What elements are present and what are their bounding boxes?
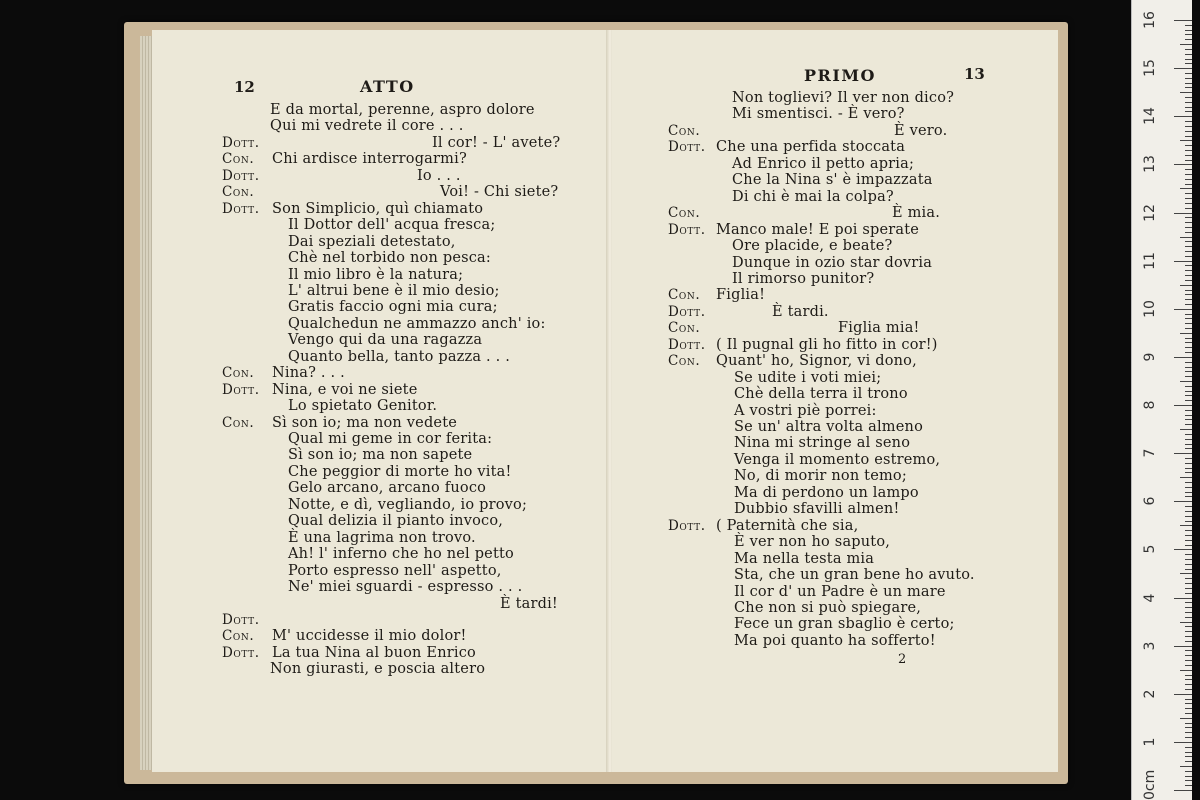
ruler-tick: [1185, 458, 1192, 459]
ruler-tick: [1185, 169, 1192, 170]
ruler-tick: [1180, 140, 1192, 141]
ruler-tick: [1174, 453, 1192, 454]
ruler-tick: [1185, 607, 1192, 608]
ruler-tick: [1185, 780, 1192, 781]
verse-line: Sì son io; ma non sapete: [288, 447, 473, 464]
ruler-tick: [1185, 636, 1192, 637]
verse-line: Il mio libro è la natura;: [288, 266, 464, 283]
ruler-label: 7: [1142, 448, 1158, 458]
ruler-tick: [1185, 439, 1192, 440]
ruler-tick: [1185, 256, 1192, 257]
ruler-tick: [1185, 655, 1192, 656]
verse-line: È mia.: [892, 205, 941, 222]
ruler-tick: [1174, 549, 1192, 550]
verse-line: Il Dottor dell' acqua fresca;: [288, 217, 496, 234]
verse-line: Gratis faccio ogni mia cura;: [288, 299, 498, 316]
ruler-tick: [1174, 598, 1192, 599]
ruler-tick: [1185, 299, 1192, 300]
ruler-label: 6: [1142, 496, 1158, 506]
ruler-tick: [1185, 352, 1192, 353]
ruler-tick: [1185, 665, 1192, 666]
verse-line: Ah! l' inferno che ho nel petto: [288, 546, 514, 563]
verse-line: È ver non ho saputo,: [734, 534, 891, 551]
verse-line: Io . . .: [417, 167, 461, 184]
ruler-tick: [1185, 660, 1192, 661]
verse-line: Il rimorso punitor?: [732, 270, 875, 287]
verse-line: ( Paternità che sia,: [716, 517, 859, 534]
ruler-tick: [1185, 34, 1192, 35]
verse-line: Venga il momento estremo,: [734, 451, 941, 468]
verse-line: Ma nella testa mia: [734, 550, 875, 567]
ruler-label: 2: [1142, 689, 1158, 699]
ruler-tick: [1180, 718, 1192, 719]
ruler-tick: [1185, 699, 1192, 700]
ruler-tick: [1185, 63, 1192, 64]
speaker-label: Dott.: [668, 139, 706, 156]
ruler-tick: [1185, 184, 1192, 185]
verse-line: Ore placide, e beate?: [732, 238, 893, 255]
speaker-label: Dott.: [668, 517, 706, 534]
speaker-label: Con.: [222, 628, 255, 645]
ruler-tick: [1185, 275, 1192, 276]
ruler-tick: [1185, 400, 1192, 401]
ruler-tick: [1185, 602, 1192, 603]
ruler-label: 1: [1142, 737, 1158, 747]
ruler-tick: [1185, 232, 1192, 233]
ruler-tick: [1185, 30, 1192, 31]
verse-line: È vero.: [894, 122, 948, 139]
ruler-tick: [1185, 246, 1192, 247]
ruler-tick: [1185, 679, 1192, 680]
ruler-tick: [1185, 727, 1192, 728]
ruler-tick: [1180, 188, 1192, 189]
verse-line: Che una perfida stoccata: [716, 139, 906, 156]
verse-line: Chè nel torbido non pesca:: [288, 250, 491, 267]
ruler-tick: [1185, 270, 1192, 271]
speaker-label: Dott.: [222, 167, 260, 184]
right-page-number: 13: [964, 65, 985, 83]
verse-line: Chè della terra il trono: [734, 386, 908, 403]
verse-line: Son Simplicio, quì chiamato: [272, 200, 484, 217]
right-running-header: PRIMO: [804, 66, 876, 85]
ruler-tick: [1185, 511, 1192, 512]
speaker-label: Dott.: [668, 336, 706, 353]
ruler-tick: [1174, 357, 1192, 358]
ruler-tick: [1185, 347, 1192, 348]
ruler-label: 9: [1142, 352, 1158, 362]
speaker-label: Dott.: [222, 134, 260, 151]
ruler-tick: [1174, 68, 1192, 69]
verse-line: Di chi è mai la colpa?: [732, 188, 894, 205]
ruler-tick: [1185, 121, 1192, 122]
ruler-tick: [1180, 285, 1192, 286]
ruler-tick: [1185, 391, 1192, 392]
ruler-tick: [1185, 217, 1192, 218]
ruler-tick: [1185, 713, 1192, 714]
ruler-label: 10: [1142, 299, 1158, 318]
ruler-tick: [1180, 333, 1192, 334]
ruler-label: 11: [1142, 251, 1158, 270]
ruler-tick: [1174, 116, 1192, 117]
speaker-label: Con.: [668, 287, 701, 304]
ruler-tick: [1185, 756, 1192, 757]
ruler-label: 8: [1142, 400, 1158, 410]
ruler-tick: [1185, 376, 1192, 377]
ruler-tick: [1185, 521, 1192, 522]
left-running-header: ATTO: [360, 77, 415, 96]
ruler-tick: [1185, 723, 1192, 724]
ruler-tick: [1185, 410, 1192, 411]
ruler-tick: [1185, 241, 1192, 242]
verse-line: Se un' altra volta almeno: [734, 419, 924, 435]
ruler-tick: [1185, 39, 1192, 40]
ruler-tick: [1185, 342, 1192, 343]
ruler-tick: [1185, 496, 1192, 497]
left-page: [152, 30, 609, 772]
ruler-label: 14: [1142, 107, 1158, 126]
verse-line: ( Il pugnal gli ho fitto in cor!): [716, 336, 938, 353]
speaker-label: Con.: [222, 365, 255, 382]
ruler-label: 12: [1142, 203, 1158, 222]
ruler-tick: [1185, 280, 1192, 281]
verse-line: Vengo qui da una ragazza: [288, 332, 483, 349]
ruler-tick: [1185, 49, 1192, 50]
measuring-ruler: [1131, 0, 1192, 800]
signature-mark: 2: [898, 652, 907, 667]
verse-line: Quant' ho, Signor, vi dono,: [716, 353, 917, 370]
verse-line: Figlia!: [716, 287, 766, 304]
ruler-tick: [1185, 448, 1192, 449]
ruler-tick: [1185, 675, 1192, 676]
ruler-tick: [1185, 203, 1192, 204]
ruler-label: 5: [1142, 544, 1158, 554]
ruler-tick: [1185, 107, 1192, 108]
speaker-label: Con.: [668, 205, 701, 222]
ruler-tick: [1185, 87, 1192, 88]
ruler-tick: [1185, 227, 1192, 228]
ruler-tick: [1185, 294, 1192, 295]
verse-line: Il cor! - L' avete?: [432, 134, 561, 151]
verse-line: Non toglievi? Il ver non dico?: [732, 90, 955, 106]
ruler-tick: [1185, 395, 1192, 396]
ruler-tick: [1185, 564, 1192, 565]
ruler-tick: [1185, 102, 1192, 103]
speaker-label: Dott.: [668, 303, 706, 320]
ruler-tick: [1185, 472, 1192, 473]
ruler-tick: [1185, 150, 1192, 151]
ruler-tick: [1185, 545, 1192, 546]
ruler-tick: [1185, 535, 1192, 536]
ruler-tick: [1185, 73, 1192, 74]
speaker-label: Dott.: [222, 644, 260, 661]
ruler-tick: [1185, 179, 1192, 180]
verse-line: Dai speziali detestato,: [288, 233, 456, 250]
verse-line: L' altrui bene è il mio desio;: [288, 282, 500, 299]
ruler-tick: [1185, 265, 1192, 266]
ruler-tick: [1185, 362, 1192, 363]
ruler-tick: [1185, 487, 1192, 488]
ruler-tick: [1185, 434, 1192, 435]
verse-line: Il cor d' un Padre è un mare: [734, 583, 946, 600]
verse-line: Se udite i voti miei;: [734, 369, 882, 386]
verse-line: Ma poi quanto ha sofferto!: [734, 632, 936, 649]
ruler-tick: [1185, 752, 1192, 753]
ruler-tick: [1185, 626, 1192, 627]
ruler-tick: [1185, 314, 1192, 315]
ruler-tick: [1180, 573, 1192, 574]
verse-line: Gelo arcano, arcano fuoco: [288, 480, 487, 497]
ruler-tick: [1185, 54, 1192, 55]
ruler-label: 3: [1142, 641, 1158, 651]
ruler-tick: [1185, 530, 1192, 531]
ruler-tick: [1185, 703, 1192, 704]
ruler-label: 13: [1142, 155, 1158, 174]
ruler-tick: [1185, 145, 1192, 146]
ruler-tick: [1185, 444, 1192, 445]
ruler-tick: [1185, 155, 1192, 156]
ruler-tick: [1185, 25, 1192, 26]
ruler-tick: [1185, 506, 1192, 507]
ruler-tick: [1185, 463, 1192, 464]
verse-line: Dubbio sfavilli almen!: [734, 501, 900, 518]
speaker-label: Con.: [222, 414, 255, 431]
ruler-label: 15: [1142, 59, 1158, 78]
verse-line: Che non si può spiegare,: [734, 599, 922, 616]
ruler-tick: [1185, 83, 1192, 84]
ruler-tick: [1174, 501, 1192, 502]
left-page-number: 12: [234, 78, 255, 96]
verse-line: Sta, che un gran bene ho avuto.: [734, 567, 975, 584]
ruler-tick: [1185, 650, 1192, 651]
verse-line: Quanto bella, tanto pazza . . .: [288, 348, 511, 365]
ruler-tick: [1180, 92, 1192, 93]
verse-line: Voi! - Chi siete?: [440, 184, 559, 201]
ruler-tick: [1185, 482, 1192, 483]
verse-line: Ad Enrico il petto apria;: [732, 155, 915, 172]
ruler-tick: [1185, 689, 1192, 690]
verse-line: La tua Nina al buon Enrico: [272, 644, 476, 661]
ruler-tick: [1185, 318, 1192, 319]
speaker-label: Dott.: [668, 221, 706, 238]
ruler-tick: [1185, 97, 1192, 98]
ruler-tick: [1174, 694, 1192, 695]
ruler-tick: [1185, 583, 1192, 584]
ruler-tick: [1185, 367, 1192, 368]
ruler-tick: [1185, 684, 1192, 685]
ruler-tick: [1185, 747, 1192, 748]
ruler-tick: [1185, 338, 1192, 339]
ruler-tick: [1180, 525, 1192, 526]
ruler-tick: [1180, 622, 1192, 623]
ruler-tick: [1185, 708, 1192, 709]
verse-line: Nina, e voi ne siete: [272, 381, 418, 398]
ruler-tick: [1180, 766, 1192, 767]
ruler-tick: [1185, 59, 1192, 60]
verse-line: M' uccidesse il mio dolor!: [272, 628, 467, 645]
verse-line: Qual delizia il pianto invoco,: [288, 513, 504, 530]
ruler-tick: [1185, 290, 1192, 291]
ruler-tick: [1185, 761, 1192, 762]
ruler-tick: [1174, 405, 1192, 406]
verse-line: Nina mi stringe al seno: [734, 435, 911, 452]
ruler-tick: [1185, 776, 1192, 777]
verse-line: Qual mi geme in cor ferita:: [288, 431, 493, 447]
ruler-tick: [1174, 164, 1192, 165]
ruler-tick: [1185, 593, 1192, 594]
ruler-tick: [1174, 309, 1192, 310]
verse-line: Notte, e dì, vegliando, io provo;: [288, 496, 528, 513]
ruler-tick: [1185, 419, 1192, 420]
ruler-tick: [1185, 328, 1192, 329]
ruler-tick: [1180, 477, 1192, 478]
ruler-tick: [1185, 559, 1192, 560]
verse-line: Qualchedun ne ammazzo anch' io:: [288, 315, 546, 332]
verse-line: È una lagrima non trovo.: [288, 529, 476, 546]
speaker-label: Dott.: [222, 381, 260, 398]
ruler-tick: [1185, 174, 1192, 175]
ruler-label: 4: [1142, 593, 1158, 602]
ruler-tick: [1185, 424, 1192, 425]
ruler-tick: [1185, 785, 1192, 786]
ruler-tick: [1185, 386, 1192, 387]
ruler-tick: [1174, 20, 1192, 21]
ruler-tick: [1185, 323, 1192, 324]
ruler-tick: [1180, 237, 1192, 238]
ruler-tick: [1185, 222, 1192, 223]
ruler-tick: [1185, 193, 1192, 194]
ruler-label: 0cm: [1142, 769, 1158, 800]
verse-line: Che peggior di morte ho vita!: [288, 463, 512, 480]
speaker-label: Con.: [668, 353, 701, 370]
verse-line: Fece un gran sbaglio è certo;: [734, 616, 955, 633]
ruler-tick: [1185, 771, 1192, 772]
ruler-tick: [1185, 78, 1192, 79]
ruler-tick: [1185, 415, 1192, 416]
speaker-label: Con.: [222, 151, 255, 168]
ruler-tick: [1185, 578, 1192, 579]
ruler-tick: [1185, 160, 1192, 161]
verse-line: Dunque in ozio star dovria: [732, 254, 933, 271]
verse-line: Mi smentisci. - È vero?: [732, 106, 905, 123]
ruler-tick: [1185, 516, 1192, 517]
verse-line: No, di morir non temo;: [734, 468, 907, 485]
right-page: [612, 30, 1058, 772]
ruler-tick: [1180, 429, 1192, 430]
ruler-tick: [1185, 371, 1192, 372]
ruler-tick: [1185, 251, 1192, 252]
ruler-tick: [1180, 670, 1192, 671]
ruler-tick: [1185, 631, 1192, 632]
ruler-tick: [1185, 612, 1192, 613]
ruler-tick: [1185, 304, 1192, 305]
ruler-tick: [1185, 198, 1192, 199]
verse-line: Che la Nina s' è impazzata: [732, 172, 933, 189]
ruler-tick: [1174, 742, 1192, 743]
ruler-tick: [1185, 569, 1192, 570]
verse-line: Non giurasti, e poscia altero: [270, 661, 486, 678]
ruler-tick: [1180, 44, 1192, 45]
ruler-tick: [1180, 381, 1192, 382]
verse-line: Nina? . . .: [272, 365, 345, 382]
ruler-tick: [1185, 588, 1192, 589]
ruler-tick: [1185, 540, 1192, 541]
ruler-label: 16: [1142, 11, 1158, 29]
speaker-label: Dott.: [222, 200, 260, 217]
ruler-tick: [1174, 646, 1192, 647]
verse-line: A vostri piè porrei:: [734, 402, 877, 419]
verse-line: È tardi.: [772, 303, 829, 320]
ruler-tick: [1185, 208, 1192, 209]
speaker-label: Con.: [668, 320, 701, 337]
verse-line: È tardi!: [500, 595, 558, 612]
ruler-tick: [1185, 126, 1192, 127]
verse-line: Porto espresso nell' aspetto,: [288, 562, 502, 579]
verse-line: Ne' miei sguardi - espresso . . .: [288, 579, 523, 596]
ruler-tick: [1185, 131, 1192, 132]
ruler-tick: [1174, 213, 1192, 214]
ruler-tick: [1185, 554, 1192, 555]
ruler-tick: [1185, 136, 1192, 137]
ruler-tick: [1185, 737, 1192, 738]
ruler-tick: [1185, 732, 1192, 733]
ruler-tick: [1185, 468, 1192, 469]
ruler-tick: [1185, 617, 1192, 618]
speaker-label: Con.: [222, 184, 255, 201]
verse-line: Qui mi vedrete il core . . .: [270, 118, 464, 135]
speaker-label: Dott.: [222, 611, 260, 628]
verse-line: Chi ardisce interrogarmi?: [272, 151, 467, 168]
verse-line: Lo spietato Genitor.: [288, 398, 438, 415]
ruler-tick: [1185, 641, 1192, 642]
ruler-tick: [1174, 261, 1192, 262]
ruler-tick: [1185, 492, 1192, 493]
verse-line: Manco male! E poi sperate: [716, 221, 920, 238]
verse-line: E da mortal, perenne, aspro dolore: [270, 102, 535, 118]
verse-line: Figlia mia!: [838, 320, 920, 337]
ruler-tick: [1174, 790, 1192, 791]
speaker-label: Con.: [668, 122, 701, 139]
ruler-tick: [1185, 111, 1192, 112]
verse-line: Sì son io; ma non vedete: [272, 414, 458, 431]
verse-line: Ma di perdono un lampo: [734, 484, 919, 501]
